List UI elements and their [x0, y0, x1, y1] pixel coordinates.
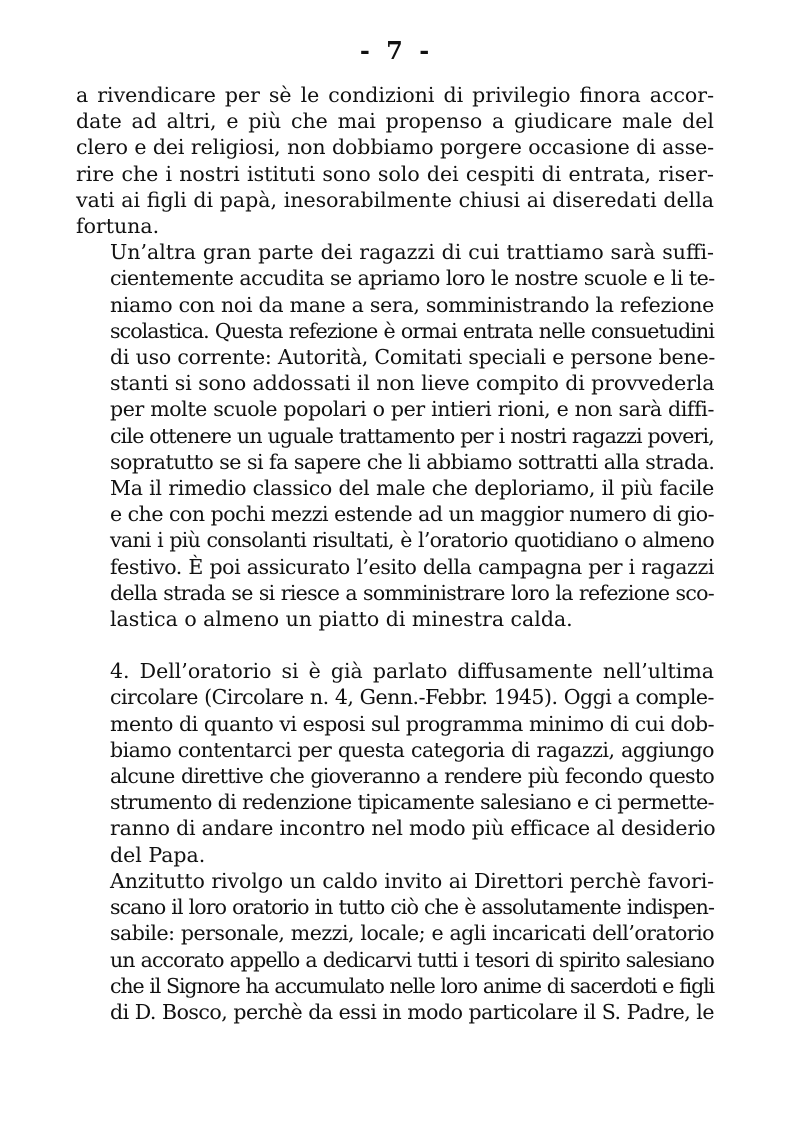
text-line: sabile: personale, mezzi, locale; e agli incaricati dell’oratorio — [110, 921, 714, 946]
text-line: stanti si sono addossati il non lieve compito di provvederla — [110, 371, 715, 396]
text-line: della strada se si riesce a somministrare loro la refezione sco- — [110, 580, 714, 605]
text-line: per molte scuole popolari o per intieri rioni, e non sarà diffi- — [110, 397, 714, 422]
paragraph-invitation — [76, 868, 714, 1025]
page-number: - 7 - — [359, 36, 434, 65]
text-line: scano il loro oratorio in tutto ciò che è assolutamente indispen- — [110, 895, 714, 920]
text-line: vani i più consolanti risultati, è l’oratorio quotidiano o almeno — [110, 528, 714, 553]
text-line: a rivendicare per sè le condizioni di privilegio finora accor- — [76, 83, 714, 107]
text-line: Anzitutto rivolgo un caldo invito ai Direttori perchè favori- — [110, 868, 714, 893]
text-line: rire che i nostri istituti sono solo dei cespiti di entrata, riser- — [76, 161, 714, 186]
document-body — [76, 82, 714, 1025]
text-line: che il Signore ha accumulato nelle loro anime di sacerdoti e figli — [110, 973, 714, 998]
text-line: strumento di redenzione tipicamente salesiano e ci permette- — [110, 790, 714, 815]
text-line: di uso corrente: Autorità, Comitati speciali e persone bene- — [110, 345, 716, 370]
text-line: ranno di andare incontro nel modo più efficace al desiderio — [110, 816, 716, 841]
text-line: e che con pochi mezzi estende ad un maggior numero di gio- — [110, 502, 714, 527]
text-line: Ma il rimedio classico del male che deploriamo, il più facile — [110, 476, 714, 501]
text-line: del Papa. — [110, 842, 206, 867]
text-line: biamo contentarci per questa categoria di ragazzi, aggiungo — [110, 737, 714, 762]
text-line: sopratutto se si fa sapere che li abbiamo sottratti alla strada. — [110, 449, 715, 474]
text-line: di D. Bosco, perchè da essi in modo particolare il S. Padre, le — [110, 999, 714, 1024]
text-line: un accorato appello a dedicarvi tutti i tesori di spirito salesiano — [110, 947, 714, 972]
paragraph-section-4 — [76, 658, 714, 868]
text-line: clero e dei religiosi, non dobbiamo porgere occasione di asse- — [76, 135, 714, 160]
text-line: 4. Dell’oratorio si è già parlato diffusamente nell’ultima — [110, 659, 714, 684]
text-line: Un’altra gran parte dei ragazzi di cui trattiamo sarà suffi- — [110, 240, 714, 265]
text-line: scolastica. Questa refezione è ormai entrata nelle consuetudini — [110, 318, 714, 343]
text-line: vati ai figli di papà, inesorabilmente chiusi ai diseredati della — [76, 187, 714, 212]
text-line: cientemente accudita se apriamo loro le nostre scuole e li te- — [110, 266, 715, 291]
text-line: mento di quanto vi esposi sul programma minimo di cui dob- — [110, 711, 714, 736]
text-line: festivo. È poi assicurato l’esito della campagna per i ragazzi — [110, 554, 714, 579]
paragraph-school-refection — [76, 239, 714, 475]
text-line: lastica o almeno un piatto di minestra calda. — [110, 607, 573, 632]
text-line: cile ottenere un uguale trattamento per i nostri ragazzi poveri, — [110, 423, 714, 448]
paragraph-classic-remedy — [76, 475, 714, 632]
text-line: circolare (Circolare n. 4, Genn.-Febbr. 1945). Oggi a comple- — [110, 685, 714, 710]
paragraph-continued — [76, 82, 714, 239]
text-line: alcune direttive che gioveranno a rendere più fecondo questo — [110, 764, 714, 789]
text-line: fortuna. — [76, 214, 160, 239]
text-line: niamo con noi da mane a sera, somministrando la refezione — [110, 292, 714, 317]
text-line: date ad altri, e più che mai propenso a giudicare male del — [76, 109, 714, 134]
